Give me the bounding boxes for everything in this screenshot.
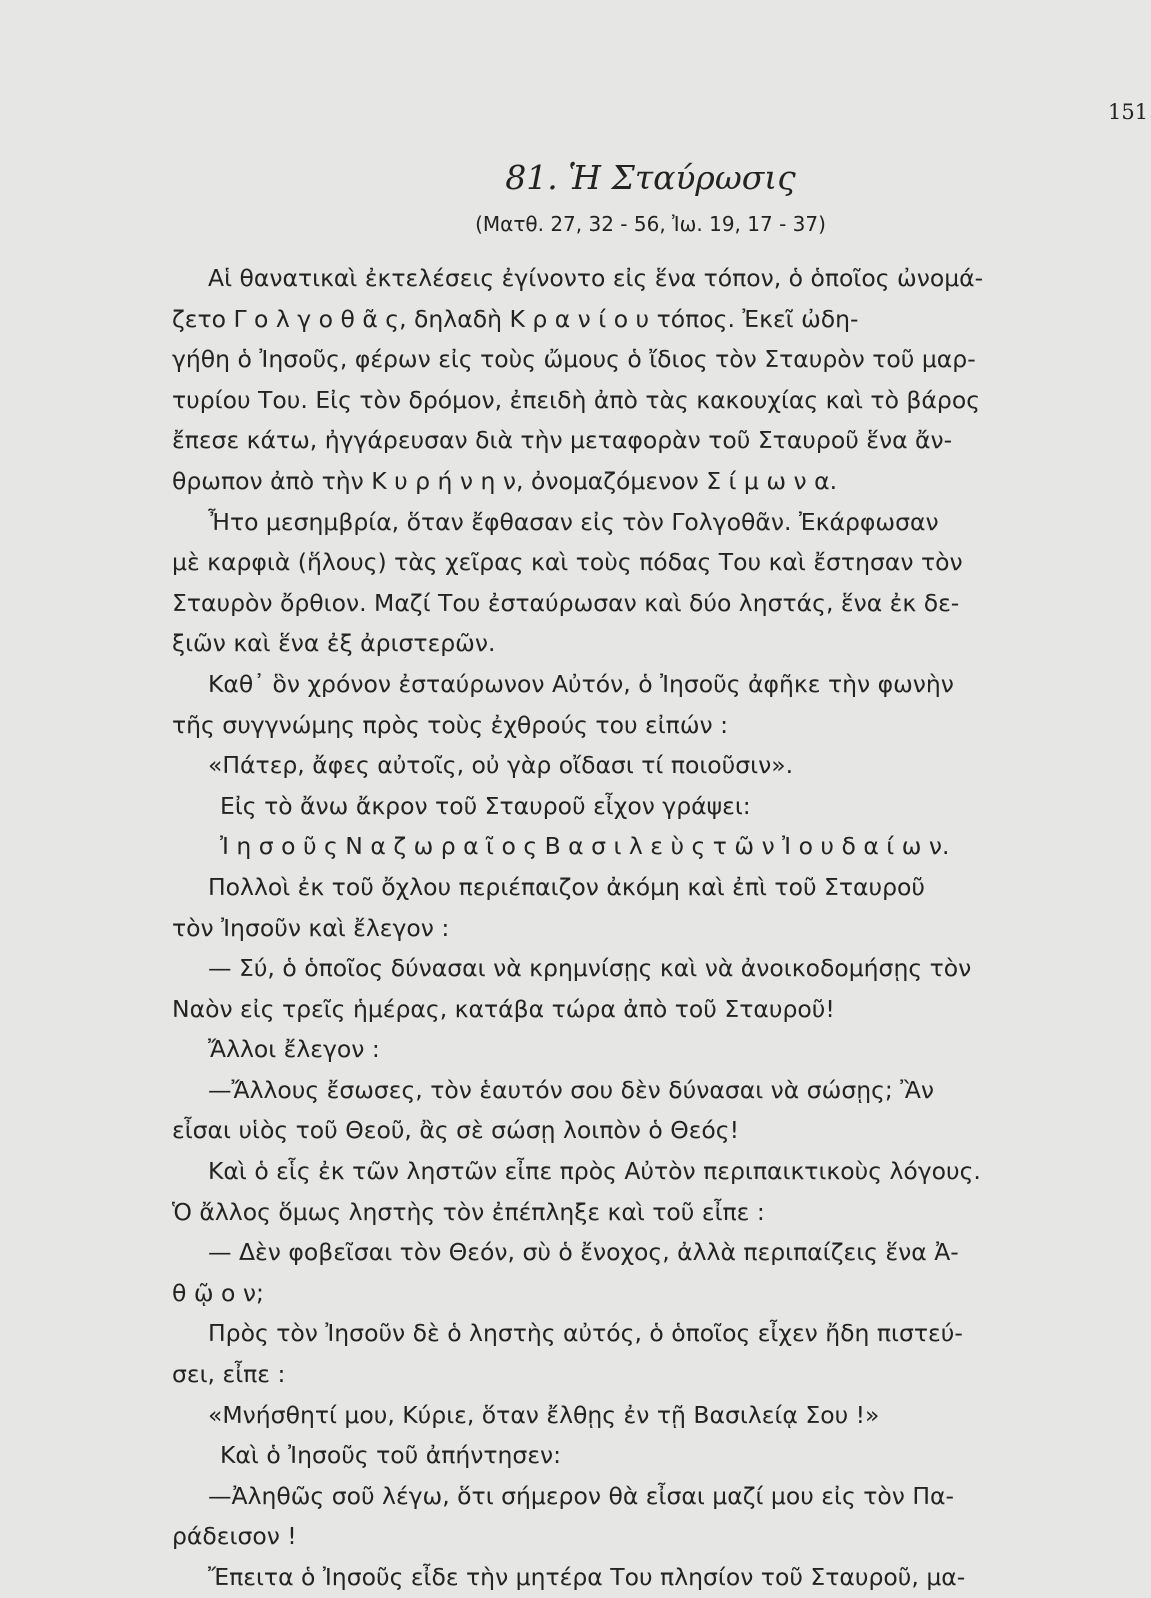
text-line: ξιῶν καὶ ἕνα ἐξ ἀριστερῶν.	[172, 629, 496, 658]
text-line: — Σύ, ὁ ὁποῖος δύνασαι νὰ κρημνίσῃς καὶ νὰ ἀνοικοδομήσῃς τὸν	[208, 954, 972, 983]
text-line: ἔπεσε κάτω, ἠγγάρευσαν διὰ τὴν μεταφορὰν τοῦ Σταυροῦ ἕνα ἄν-	[172, 426, 953, 455]
text-line: μὲ καρφιὰ (ἥλους) τὰς χεῖρας καὶ τοὺς πόδας Του καὶ ἔστησαν τὸν	[172, 548, 963, 577]
chapter-title: 81. Ἡ Σταύρωσις	[505, 158, 796, 197]
text-line: Πρὸς τὸν Ἰησοῦν δὲ ὁ ληστὴς αὐτός, ὁ ὁποῖος εἶχεν ἤδη πιστεύ-	[208, 1319, 963, 1348]
text-line: θρωπον ἀπὸ τὴν Κ υ ρ ή ν η ν, ὀνομαζόμενον Σ ί μ ω ν α.	[172, 466, 838, 495]
text-line: «Μνήσθητί μου, Κύριε, ὅταν ἔλθῃς ἐν τῇ Βασιλείᾳ Σου !»	[208, 1400, 880, 1429]
text-line: Εἰς τὸ ἄνω ἄκρον τοῦ Σταυροῦ εἶχον γράψει:	[220, 791, 751, 820]
text-line: Καθ᾽ ὃν χρόνον ἐσταύρωνον Αὐτόν, ὁ Ἰησοῦς ἀφῆκε τὴν φωνὴν	[208, 669, 954, 698]
text-line: τῆς συγγνώμης πρὸς τοὺς ἐχθρούς του εἰπών :	[172, 710, 729, 739]
text-line: Πολλοὶ ἐκ τοῦ ὄχλου περιέπαιζον ἀκόμη καὶ ἐπὶ τοῦ Σταυροῦ	[208, 872, 925, 901]
text-line: θ ῷ ο ν;	[172, 1278, 264, 1307]
text-line: Ὁ ἄλλος ὅμως ληστὴς τὸν ἐπέπληξε καὶ τοῦ εἶπε :	[172, 1197, 765, 1226]
text-line: Ἦτο μεσημβρία, ὅταν ἔφθασαν εἰς τὸν Γολγοθᾶν. Ἐκάρφωσαν	[208, 507, 939, 536]
text-line: τὸν Ἰησοῦν καὶ ἔλεγον :	[172, 913, 450, 942]
text-line: Σταυρὸν ὄρθιον. Μαζί Του ἐσταύρωσαν καὶ δύο ληστάς, ἕνα ἐκ δε-	[172, 588, 960, 617]
text-line: —Ἀληθῶς σοῦ λέγω, ὅτι σήμερον θὰ εἶσαι μαζί μου εἰς τὸν Πα-	[208, 1481, 954, 1510]
text-line: τυρίου Του. Εἰς τὸν δρόμον, ἐπειδὴ ἀπὸ τὰς κακουχίας καὶ τὸ βάρος	[172, 385, 980, 414]
text-line: —Ἄλλους ἔσωσες, τὸν ἑαυτόν σου δὲν δύνασαι νὰ σώσῃς; Ἂν	[208, 1075, 935, 1104]
text-line: εἶσαι υἱὸς τοῦ Θεοῦ, ἂς σὲ σώσῃ λοιπὸν ὁ Θεός!	[172, 1116, 740, 1145]
text-line: «Πάτερ, ἄφες αὐτοῖς, οὐ γὰρ οἴδασι τί ποιοῦσιν».	[208, 751, 794, 780]
text-line: Ἰ η σ ο ῦ ς Ν α ζ ω ρ α ῖ ο ς Β α σ ι λ ε ὺ ς τ ῶ ν Ἰ ο υ δ α ί ω ν.	[220, 832, 950, 861]
text-line: Ναὸν εἰς τρεῖς ἡμέρας, κατάβα τώρα ἀπὸ τοῦ Σταυροῦ!	[172, 994, 835, 1023]
text-line: γήθη ὁ Ἰησοῦς, φέρων εἰς τοὺς ὤμους ὁ ἴδιος τὸν Σταυρὸν τοῦ μαρ-	[172, 345, 976, 374]
text-line: Καὶ ὁ εἷς ἐκ τῶν ληστῶν εἶπε πρὸς Αὐτὸν περιπαικτικοὺς λόγους.	[208, 1157, 981, 1186]
text-line: Ἄλλοι ἔλεγον :	[208, 1035, 380, 1064]
body-text	[172, 258, 1020, 1598]
page-number: 151	[1108, 100, 1149, 124]
text-line: ζετο Γ ο λ γ ο θ ᾶ ς, δηλαδὴ Κ ρ α ν ί ο υ τόπος. Ἐκεῖ ὠδη-	[172, 304, 859, 333]
scripture-reference: (Ματθ. 27, 32 - 56, Ἰω. 19, 17 - 37)	[475, 212, 826, 236]
text-line: Καὶ ὁ Ἰησοῦς τοῦ ἀπήντησεν:	[220, 1441, 562, 1470]
text-line: Ἔπειτα ὁ Ἰησοῦς εἶδε τὴν μητέρα Του πλησίον τοῦ Σταυροῦ, μα-	[208, 1563, 966, 1591]
text-line: σει, εἶπε :	[172, 1360, 286, 1389]
text-line: — Δὲν φοβεῖσαι τὸν Θεόν, σὺ ὁ ἔνοχος, ἀλλὰ περιπαίζεις ἕνα Ἀ-	[208, 1238, 959, 1267]
text-line: Αἱ θανατικαὶ ἐκτελέσεις ἐγίνοντο εἰς ἕνα τόπον, ὁ ὁποῖος ὠνομά-	[208, 264, 984, 292]
text-line: ράδεισον !	[172, 1522, 297, 1551]
